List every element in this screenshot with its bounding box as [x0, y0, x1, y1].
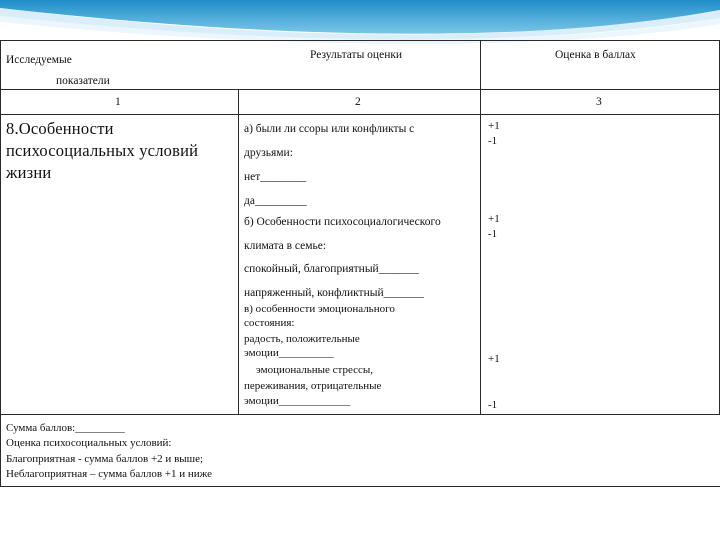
column-number-3: 3 [596, 96, 602, 108]
score-b-minus: -1 [488, 228, 498, 240]
number-row-bottom-border [0, 114, 720, 115]
question-a-line1: а) были ли ссоры или конфликты с [244, 123, 415, 135]
section-title-line1: 8.Особенности [6, 119, 114, 138]
header-bottom-border [0, 89, 720, 90]
answer-c-positive-line2: эмоции__________ [244, 347, 334, 359]
score-a-plus: +1 [488, 120, 500, 132]
header-col2: Результаты оценки [310, 49, 403, 61]
answer-a-no: нет________ [244, 171, 307, 183]
score-c-plus: +1 [488, 353, 500, 365]
column-divider-2 [480, 40, 481, 415]
question-c-line2: состояния: [244, 317, 295, 329]
answer-c-negative-line2: переживания, отрицательные [244, 380, 382, 392]
footer-bottom-border [0, 486, 720, 487]
question-b-line2: климата в семье: [244, 240, 327, 252]
footer-sum: Сумма баллов:_________ [6, 422, 125, 434]
header-col1-line2: показатели [56, 75, 110, 87]
answer-b-tense: напряженный, конфликтный_______ [244, 287, 424, 299]
section-title-line2: психосоциальных условий [6, 141, 199, 160]
footer-evaluation: Оценка психосоциальных условий: [6, 437, 172, 449]
answer-b-calm: спокойный, благоприятный_______ [244, 263, 419, 275]
question-a-line2: друзьями: [244, 147, 293, 159]
answer-a-yes: да_________ [244, 195, 307, 207]
answer-c-negative-line3: эмоции_____________ [244, 395, 351, 407]
answer-c-positive-line1: радость, положительные [244, 333, 360, 345]
column-number-1: 1 [115, 96, 121, 108]
header-col1-line1: Исследуемые [6, 54, 72, 66]
question-b-line1: б) Особенности психосоциалогического [244, 216, 441, 228]
body-bottom-border [0, 414, 720, 415]
header-col3: Оценка в баллах [555, 49, 636, 61]
score-a-minus: -1 [488, 135, 498, 147]
left-border [0, 40, 1, 487]
column-divider-1 [238, 89, 239, 415]
section-title-line3: жизни [6, 163, 52, 182]
answer-c-negative-line1: эмоциональные стрессы, [256, 364, 374, 376]
score-c-minus: -1 [488, 399, 498, 411]
question-c-line1: в) особенности эмоционального [244, 303, 395, 315]
footer-unfavorable: Неблагоприятная – сумма баллов +1 и ниже [6, 468, 212, 480]
table-top-border [0, 40, 720, 41]
footer-favorable: Благоприятная - сумма баллов +2 и выше; [6, 453, 204, 465]
column-number-2: 2 [355, 96, 361, 108]
score-b-plus: +1 [488, 213, 500, 225]
